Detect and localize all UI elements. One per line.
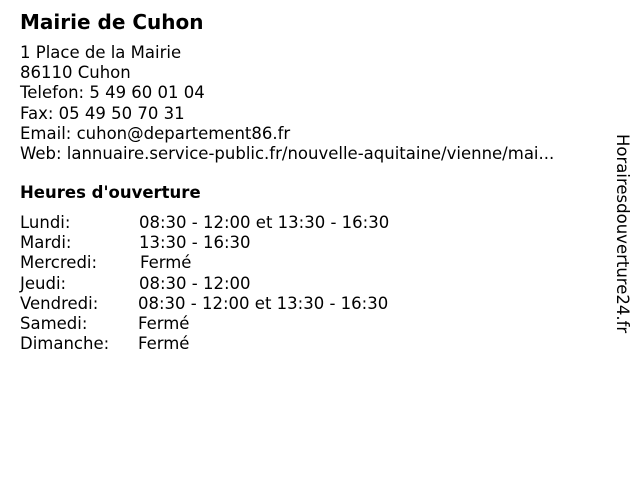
time-value: 08:30 - 12:00 et 13:30 - 16:30 [139,213,390,232]
time-value: Fermé [138,313,190,333]
day-label: Samedi: [20,313,88,333]
address-line-2: 86110 Cuhon [20,63,131,83]
day-label: Vendredi: [20,293,99,313]
contact-info [20,43,554,164]
time-value: 08:30 - 12:00 [139,273,251,293]
day-label: Lundi: [20,213,71,232]
day-label: Mardi: [20,233,72,253]
website-link[interactable]: Web: lannuaire.service-public.fr/nouvelle-aquitaine/vienne/mai... [20,143,555,163]
time-value: Fermé [140,253,192,273]
day-label: Dimanche: [20,334,110,354]
day-label: Jeudi: [20,273,67,293]
address-line-1: 1 Place de la Mairie [20,43,182,62]
email-address: Email: cuhon@departement86.fr [20,123,291,143]
phone-number: Telefon: 5 49 60 01 04 [20,83,205,103]
time-value: Fermé [138,334,190,354]
hours-heading: Heures d'ouverture [20,183,201,202]
day-label: Mercredi: [20,253,98,273]
time-value: 13:30 - 16:30 [139,233,251,253]
site-watermark-label: Horairesdouverture24.fr [613,134,632,334]
time-value: 08:30 - 12:00 et 13:30 - 16:30 [138,293,389,313]
fax-number: Fax: 05 49 50 70 31 [20,103,185,123]
page-title: Mairie de Cuhon [20,10,204,34]
